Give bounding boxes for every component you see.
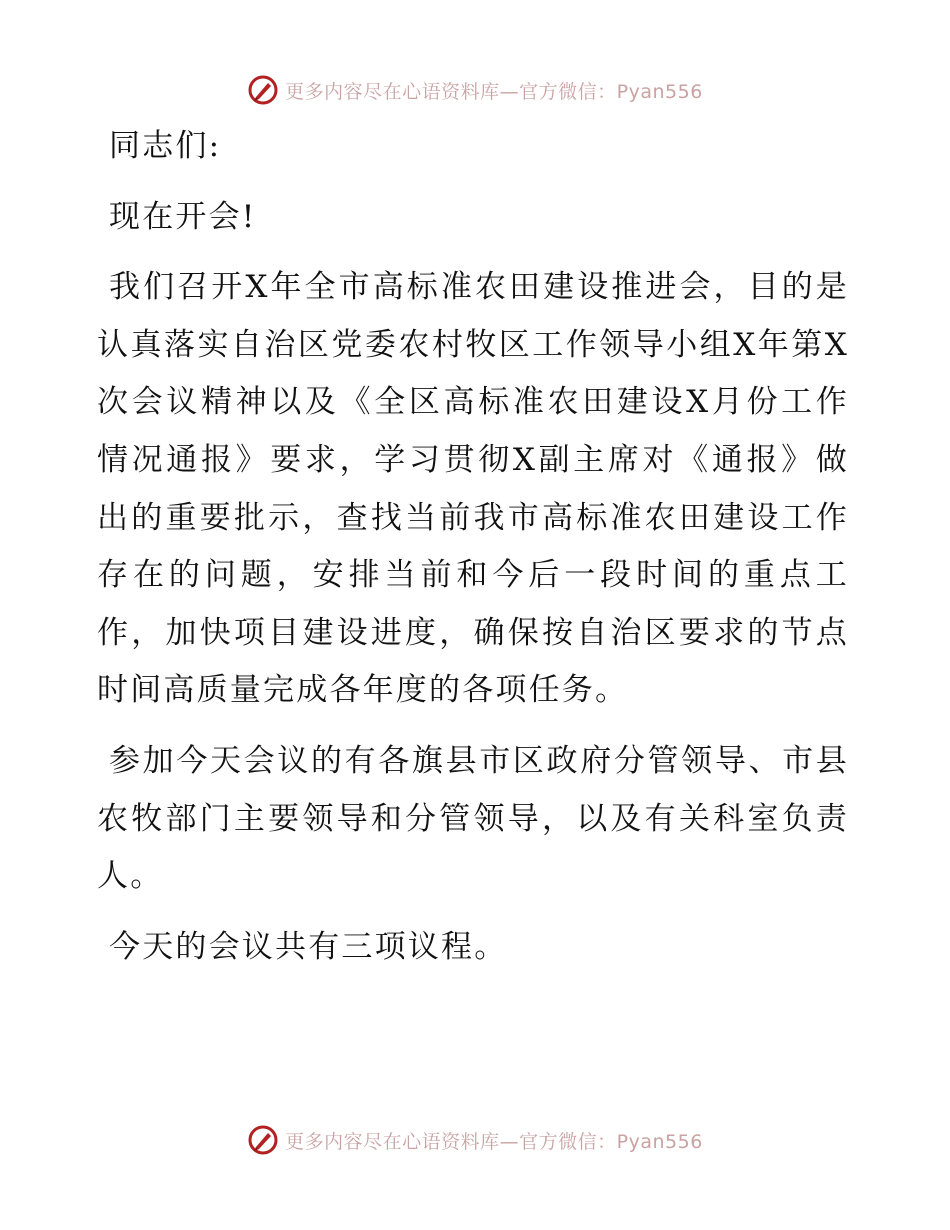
paragraph-attendees: 参加今天会议的有各旗县市区政府分管领导、市县农牧部门主要领导和分管领导，以及有关科室负责人。 [97,742,849,895]
salutation: 同志们: [109,128,222,164]
header-watermark [0,70,950,110]
opening-line: 现在开会! [109,198,257,235]
watermark-text: 更多内容尽在心语资料库—官方微信：Pyan556 [285,1130,703,1153]
footer-watermark [0,1120,950,1160]
pen-logo-icon [247,74,279,106]
paragraph-agenda: 今天的会议共有三项议程。 [109,928,508,965]
document-body [97,118,849,989]
watermark-text: 更多内容尽在心语资料库—官方微信：Pyan556 [285,80,703,103]
paragraph-purpose: 我们召开X年全市高标准农田建设推进会，目的是认真落实自治区党委农村牧区工作领导小组X年第X次会议精神以及《全区高标准农田建设X月份工作情况通报》要求，学习贯彻X副主席对《通报》做出的重要批示，查找当前我市高标准农田建设工作存在的问题，安排当前和今后一段时间的重点工作，加快项目建设进度，确保按自治区要求的节点时间高质量完成各年度的各项任务。 [97,269,849,709]
pen-logo-icon [247,1124,279,1156]
